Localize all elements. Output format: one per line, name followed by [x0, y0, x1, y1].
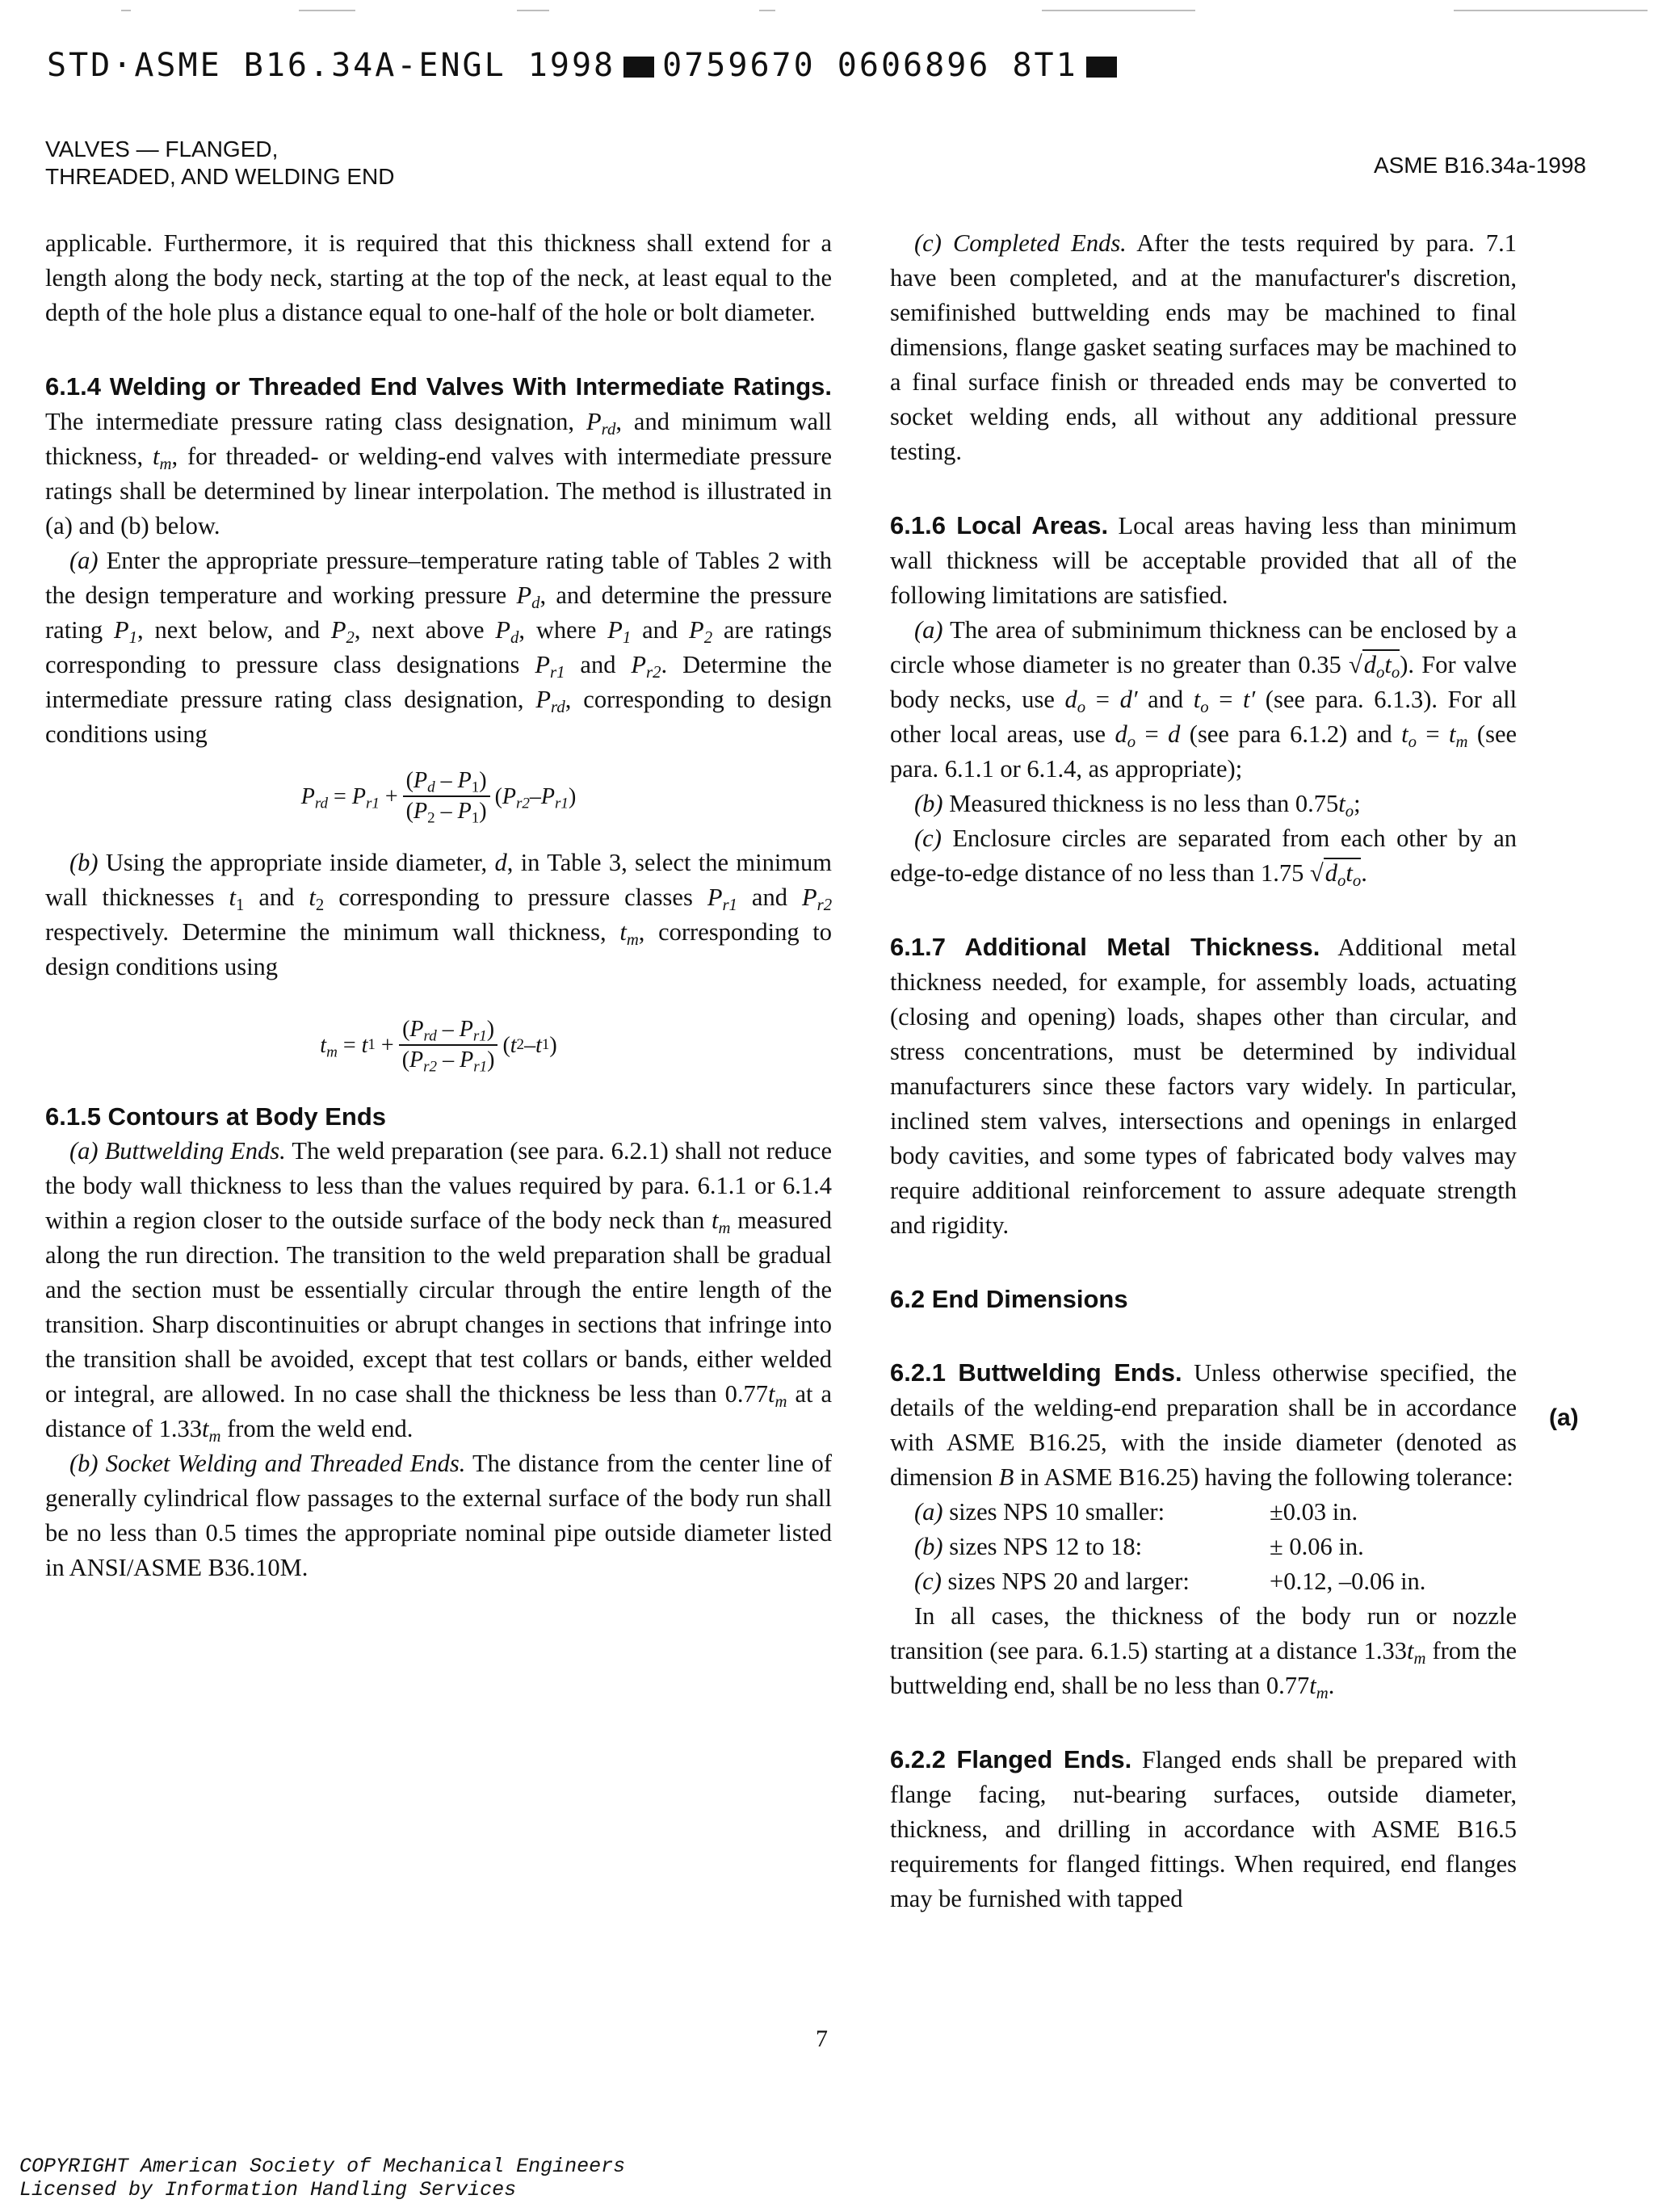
doc-id-mid: 0759670 0606896 8T1 — [662, 47, 1078, 84]
right-column — [890, 226, 1517, 1916]
paragraph: In all cases, the thickness of the body run or nozzle transition (see para. 6.1.5) starting at a distance $1.33t_m$ from the buttwelding end, shall be no less than $0.77t_m$. — [890, 1602, 1517, 1703]
buttwelding-ends-para: (a) Buttwelding Ends. The weld preparation (see para. 6.2.1) shall not reduce the body wall thickness to less than the values required by para. 6.1.1 or 6.1.4 within a region closer to the outside surface of the body neck than $t_m$ measured along the run direction. The transition to the weld preparation shall be gradual and the section must be essentially circular through the entire length of the transition. Sharp discontinuities or abrupt changes in sections that infringe into the transition shall be avoided, except that test collars or bands, either welded or integral, are allowed. In no case shall the thickness be less than $0.77t_m$ at a distance of $1.33t_m$ from the weld end. — [45, 1137, 832, 1446]
tolerance-list — [890, 1495, 1517, 1599]
item-b: (b) Using the appropriate inside diameter, d, in Table 3, select the minimum wall thicknesses $t_1$ and $t_2$ corresponding to pressure classes $P_{r1}$ and $P_{r2}$ respectively. Determine the minimum wall thickness, $t_m$, corresponding to design conditions using — [45, 849, 833, 980]
copyright-footer: COPYRIGHT American Society of Mechanical Engineers Licensed by Information Handling Services — [19, 2155, 626, 2202]
doc-id-left: STD·ASME B16.34A-ENGL 1998 — [47, 47, 616, 84]
formula-tm: $t_m$ = t 1 + $\frac{(P_{rd} - P_{r1})}{(P_{r2} - P_{r1})}$ ( t 2 – t 1 ) — [320, 1017, 557, 1076]
item-a: (a) Enter the appropriate pressure–temperature rating table of Tables 2 with the design temperature and working pressure $P_d$, and determine the pressure rating $P_1$, next below, and $P_2$, next above $P_d$, where $P_1$ and $P_2$ are ratings corresponding to pressure class designations $P_{r1}$ and $P_{r2}$. Determine the intermediate pressure rating class designation, $P_{rd}$, corresponding to design conditions using — [45, 547, 833, 748]
tolerance-label: (b) sizes NPS 12 to 18: — [914, 1533, 1143, 1560]
page-number: 7 — [816, 2025, 828, 2052]
section-6-2-title: 6.2 End Dimensions — [890, 1285, 1128, 1313]
local-item-c: (c) Enclosure circles are separated from each other by an edge-to-edge distance of no less than 1.75 $√d_ot_o$. — [890, 825, 1518, 891]
revision-margin-mark: (a) — [1549, 1404, 1579, 1431]
tolerance-label: (a) sizes NPS 10 smaller: — [914, 1498, 1165, 1526]
formula-prd: $P_{rd}$ = $P_{r1}$ + $\frac{(P_d - P_1)}{(P_2 - P_1)}$ ( $P_{r2}$ – $P_{r1}$ ) — [300, 768, 577, 827]
redaction-block — [1086, 57, 1117, 78]
section-6-2-1: 6.2.1 Buttwelding Ends. Unless otherwise specified, the details of the welding-end preparation shall be in accordance with ASME B16.25, with the inside diameter (denoted as dimension B in ASME B16.25) having the following tolerance: — [890, 1358, 1518, 1491]
local-item-b: (b) Measured thickness is no less than $0.75t_o$; — [914, 790, 1361, 821]
section-6-1-6: 6.1.6 Local Areas. Local areas having less than minimum wall thickness will be acceptable provided that all of the following limitations are satisfied. — [890, 511, 1517, 609]
section-6-1-4: 6.1.4 Welding or Threaded End Valves With Intermediate Ratings. The intermediate pressure rating class designation, $P_{rd}$, and minimum wall thickness, $t_m$, for threaded- or welding-end valves with intermediate pressure ratings shall be determined by linear interpolation. The method is illustrated in (a) and (b) below. — [45, 372, 833, 539]
paragraph: applicable. Furthermore, it is required that this thickness shall extend for a length along the body neck, starting at the top of the neck, at least equal to the depth of the hole plus a distance equal to one-half of the hole or bolt diameter. — [45, 229, 832, 326]
running-header-right: ASME B16.34a-1998 — [1373, 153, 1586, 178]
tolerance-label: (c) sizes NPS 20 and larger: — [914, 1568, 1190, 1595]
local-item-a: (a) The area of subminimum thickness can be enclosed by a circle whose diameter is no greater than 0.35 $√d_ot_o$). For valve body necks, use $d_o = d'$ and $t_o = t'$ (see para. 6.1.3). For all other local areas, use $d_o = d$ (see para 6.1.2) and $t_o = t_m$ (see para. 6.1.1 or 6.1.4, as appropriate); — [890, 616, 1518, 783]
document-id-line — [47, 47, 1125, 84]
completed-ends-para: (c) Completed Ends. After the tests required by para. 7.1 have been completed, and at the manufacturer's discretion, semifinished buttwelding ends may be machined to final dimensions, flange gasket seating surfaces may be machined to a final surface finish or threaded ends may be converted to socket welding ends, all without any additional pressure testing. — [890, 229, 1517, 465]
redaction-block — [623, 57, 654, 78]
section-6-2-2: 6.2.2 Flanged Ends. Flanged ends shall be prepared with flange facing, nut-bearing surfaces, outside diameter, thickness, and drilling in accordance with ASME B16.5 requirements for flanged fittings. When required, end flanges may be furnished with tapped — [890, 1745, 1517, 1912]
tolerance-value: +0.12, –0.06 in. — [1270, 1568, 1426, 1595]
section-6-1-5-title: 6.1.5 Contours at Body Ends — [45, 1102, 387, 1131]
left-column — [45, 226, 832, 1585]
section-6-1-7: 6.1.7 Additional Metal Thickness. Additional metal thickness needed, for example, for assembly loads, actuating (closing and opening) loads, shapes other than circular, and stress concentrations, must be determined by individual manufacturers since these factors vary widely. In particular, inclined stem valves, intersections and openings in enlarged body cavities, and some types of fabricated body valves may require additional reinforcement to assure adequate strength and rigidity. — [890, 933, 1517, 1239]
tolerance-value: ± 0.06 in. — [1270, 1533, 1364, 1560]
socket-welding-para: (b) Socket Welding and Threaded Ends. The distance from the center line of generally cylindrical flow passages to the external surface of the body run shall be no less than 0.5 times the appropriate nominal pipe outside diameter listed in ANSI/ASME B36.10M. — [45, 1450, 832, 1581]
tolerance-value: ±0.03 in. — [1270, 1498, 1358, 1526]
scan-artifact-lines — [0, 0, 1654, 24]
running-header-left: VALVES — FLANGED, THREADED, AND WELDING END — [45, 136, 395, 189]
